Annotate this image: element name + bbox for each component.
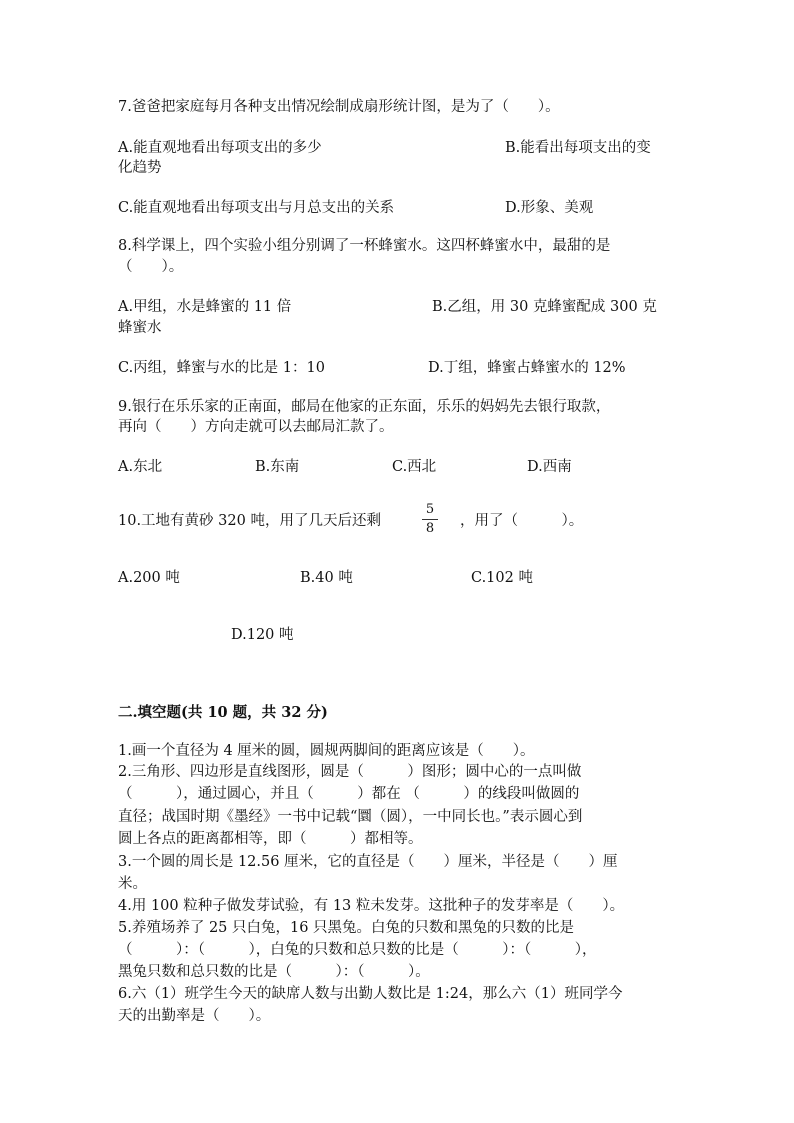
s2-q2: 2.三角形、四边形是直线图形，圆是（ ）图形；圆中心的一点叫做	[118, 764, 582, 780]
s2-q5-line3: 黑兔只数和总只数的比是（ ）：（ ）。	[118, 964, 430, 980]
q7-option-a: A.能直观地看出每项支出的多少	[118, 140, 322, 156]
s2-q2-line4: 圆上各点的距离都相等，即（ ）都相等。	[118, 831, 423, 847]
q10-fraction-numerator: 5	[425, 502, 435, 517]
q10-option-a: A.200 吨	[118, 570, 180, 586]
q10-stem-after: ，用了（ ）。	[460, 513, 584, 529]
s2-q3-line2: 米。	[118, 876, 147, 892]
q8-option-c: C.丙组，蜂蜜与水的比是 1：10	[118, 360, 325, 376]
q7-option-b: B.能看出每项支出的变	[505, 140, 651, 156]
q10-fraction-denominator: 8	[425, 521, 435, 536]
q8-option-b: B.乙组，用 30 克蜂蜜配成 300 克	[432, 299, 657, 315]
q7-option-b-cont: 化趋势	[118, 160, 162, 176]
q9-option-c: C.西北	[392, 459, 437, 475]
q8-stem-cont: （ ）。	[118, 259, 184, 275]
q8-stem: 8.科学课上，四个实验小组分别调了一杯蜂蜜水。这四杯蜂蜜水中，最甜的是	[118, 238, 611, 254]
s2-q5-line2: （ ）：（ ），白兔的只数和总只数的比是（ ）：（ ），	[118, 942, 597, 958]
q10-fraction	[418, 502, 442, 537]
s2-q6-line2: 天的出勤率是（ ）。	[118, 1008, 271, 1024]
q10-stem: 10.工地有黄砂 320 吨，用了几天后还剩	[118, 513, 381, 529]
section2-title: 二.填空题(共 10 题，共 32 分)	[118, 704, 328, 721]
s2-q4: 4.用 100 粒种子做发芽试验，有 13 粒未发芽。这批种子的发芽率是（ ）。	[118, 898, 625, 914]
q9-option-a: A.东北	[118, 459, 163, 475]
q9-stem-cont: 再向（ ）方向走就可以去邮局汇款了。	[118, 419, 394, 435]
s2-q2-line2: （ ），通过圆心，并且（ ）都在 （ ）的线段叫做圆的	[118, 786, 580, 802]
q7-stem: 7.爸爸把家庭每月各种支出情况绘制成扇形统计图，是为了（ ）。	[118, 99, 560, 115]
s2-q1: 1.画一个直径为 4 厘米的圆，圆规两脚间的距离应该是（ ）。	[118, 743, 535, 759]
q9-option-b: B.东南	[255, 459, 300, 475]
s2-q3: 3.一个圆的周长是 12.56 厘米，它的直径是（ ）厘米，半径是（ ）厘	[118, 854, 618, 870]
q10-option-d: D.120 吨	[231, 627, 294, 643]
q8-option-b-cont: 蜂蜜水	[118, 320, 162, 336]
q8-option-d: D.丁组，蜂蜜占蜂蜜水的 12%	[428, 360, 626, 376]
s2-q6: 6.六（1）班学生今天的缺席人数与出勤人数比是 1:24，那么六（1）班同学今	[118, 986, 623, 1002]
q7-option-c: C.能直观地看出每项支出与月总支出的关系	[118, 200, 395, 216]
q10-option-c: C.102 吨	[471, 570, 533, 586]
s2-q2-line3: 直径；战国时期《墨经》一书中记载“圜（圆），一中同长也。”表示圆心到	[118, 809, 583, 825]
q9-stem: 9.银行在乐乐家的正南面，邮局在他家的正东面，乐乐的妈妈先去银行取款，	[118, 399, 611, 415]
q10-fraction-bar	[422, 519, 438, 520]
q10-option-b: B.40 吨	[300, 570, 353, 586]
s2-q5: 5.养殖场养了 25 只白兔，16 只黑兔。白兔的只数和黑兔的只数的比是	[118, 920, 575, 936]
q8-option-a: A.甲组，水是蜂蜜的 11 倍	[118, 299, 292, 315]
q9-option-d: D.西南	[527, 459, 572, 475]
q7-option-d: D.形象、美观	[505, 200, 594, 216]
